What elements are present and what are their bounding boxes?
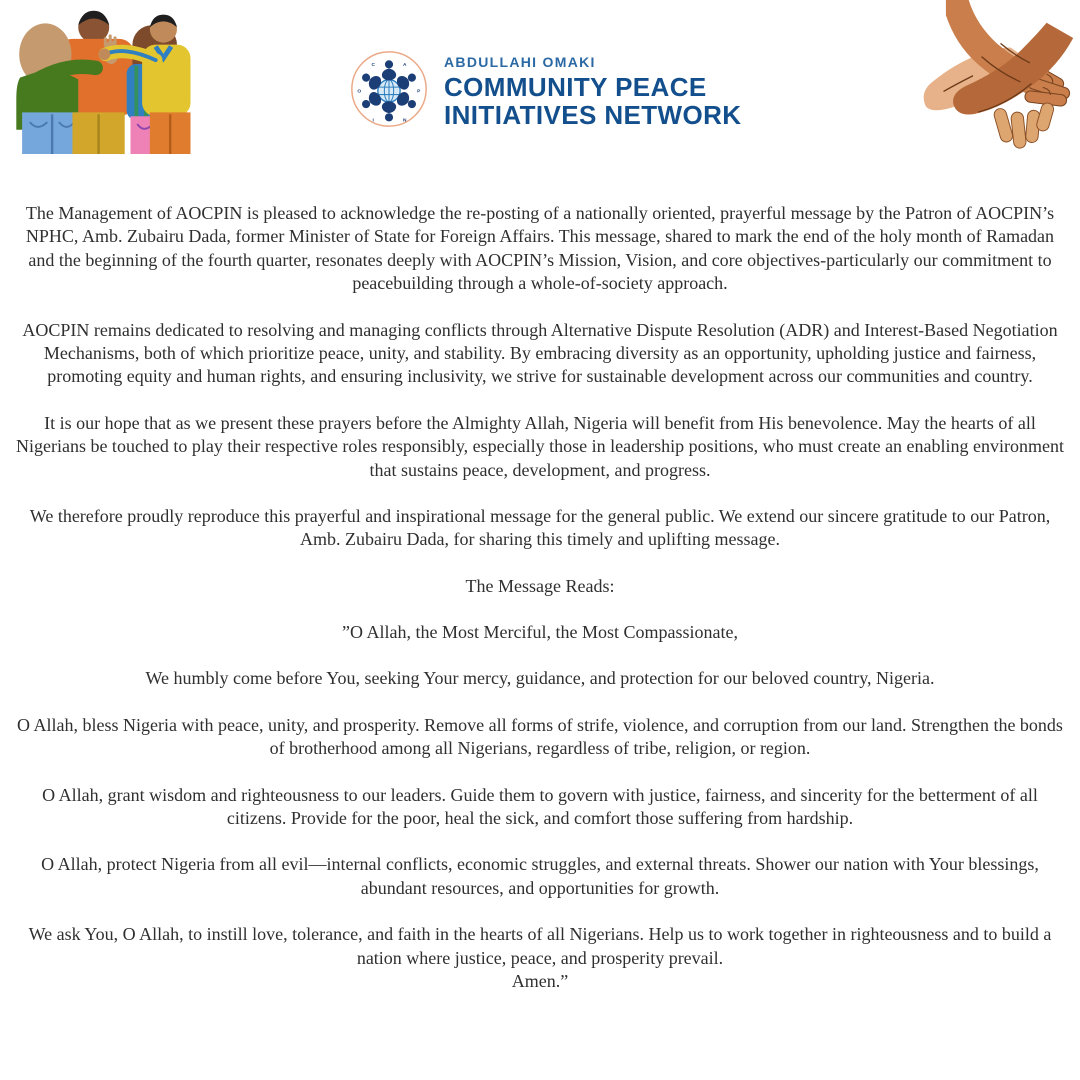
logo-letter: N (403, 118, 407, 124)
org-title-line2: INITIATIVES NETWORK (444, 100, 742, 130)
paragraph-acknowledgement: The Management of AOCPIN is pleased to acknowledge the re-posting of a nationally oriented, prayerful message by the Patron of AOCPIN’s NPHC, Amb. Zubairu Dada, former Minister of State for Foreign Affairs. This message, shared to mark the end of the holy month of Ramadan and the beginning of the fourth quarter, resonates deeply with AOCPIN’s Mission, Vision, and core objectives-particularly our commitment to peacebuilding through a whole-of-society approach. (25, 203, 1055, 294)
message-reads-label: The Message Reads: (465, 575, 615, 596)
paragraph-hope: It is our hope that as we present these prayers before the Almighty Allah, Nigeria will benefit from His benevolence. May the hearts of all Nigerians be touched to play their respective roles responsibly, especially those in leadership positions, who must create an enabling environment that sustains peace, development, and progress. (15, 412, 1065, 480)
prayer-line-protect: O Allah, protect Nigeria from all evil—internal conflicts, economic struggles, and external threats. Shower our nation with Your blessings, abundant resources, and opportunities for growth. (41, 854, 1039, 898)
people-hugging-icon (8, 4, 193, 154)
org-logo-icon (350, 50, 428, 128)
org-logo (350, 50, 428, 133)
prayer-opening: ”O Allah, the Most Merciful, the Most Compassionate, (342, 622, 738, 643)
message-body (0, 178, 1080, 993)
logo-letter: O (357, 89, 362, 95)
logo-letter: A (403, 62, 407, 68)
prayer-line-instill: We ask You, O Allah, to instill love, tolerance, and faith in the hearts of all Nigerians. Help us to work together in righteousness and to build a nation where justice, peace, and prosperity prevail. (28, 924, 1052, 968)
clasped-hands-illustration (884, 0, 1080, 152)
logo-letter: P (417, 89, 421, 95)
paragraph-dedication: AOCPIN remains dedicated to resolving and managing conflicts through Alternative Dispute Resolution (ADR) and Interest-Based Negotiation Mechanisms, both of which prioritize peace, unity, and stability. By embracing diversity as an opportunity, upholding justice and fairness, promoting equity and human rights, and ensuring inclusivity, we strive for sustainable development across our communities and country. (22, 319, 1058, 387)
org-brand (350, 50, 741, 133)
logo-letter: I (372, 118, 374, 124)
logo-letter: C (371, 62, 375, 68)
org-name (444, 54, 741, 129)
prayer-line-bless: O Allah, bless Nigeria with peace, unity, and prosperity. Remove all forms of strife, violence, and corruption from our land. Strengthen the bonds of brotherhood among all Nigerians, regardless of tribe, religion, or region. (17, 714, 1063, 759)
people-hugging-illustration (8, 4, 193, 154)
org-pretitle: ABDULLAHI OMAKI (444, 53, 596, 70)
clasped-hands-icon (884, 0, 1080, 152)
prayer-line-humbly: We humbly come before You, seeking Your mercy, guidance, and protection for our beloved country, Nigeria. (145, 668, 935, 689)
org-title-line1: COMMUNITY PEACE (444, 71, 707, 102)
prayer-amen: Amen.” (511, 970, 569, 991)
paragraph-gratitude: We therefore proudly reproduce this prayerful and inspirational message for the general public. We extend our sincere gratitude to our Patron, Amb. Zubairu Dada, for sharing this timely and uplifting message. (29, 505, 1051, 550)
prayer-line-wisdom: O Allah, grant wisdom and righteousness to our leaders. Guide them to govern with justice, fairness, and sincerity for the betterment of all citizens. Provide for the poor, heal the sick, and comfort those suffering from hardship. (42, 784, 1038, 829)
header (0, 0, 1080, 178)
